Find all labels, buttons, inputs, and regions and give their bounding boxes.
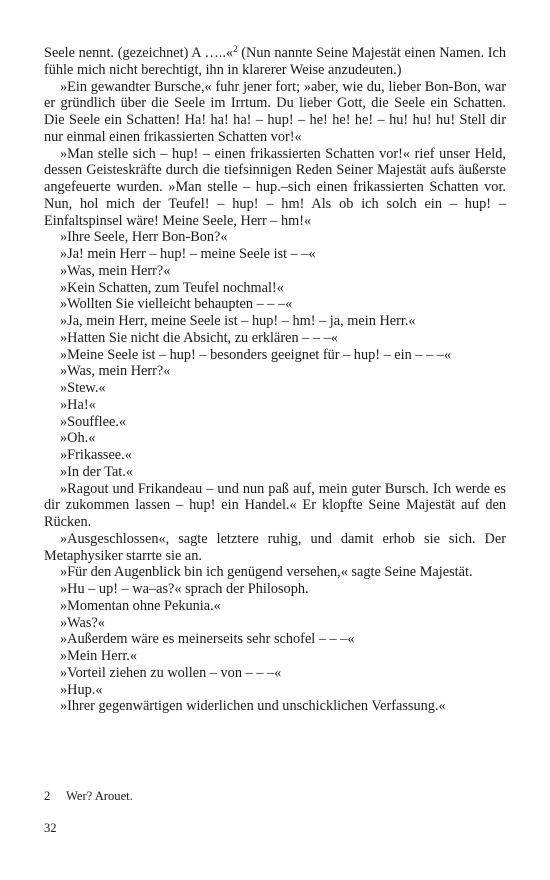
- paragraph: »Wollten Sie vielleicht behaupten – – –«: [60, 296, 293, 313]
- paragraph: »Ein gewandter Bursche,« fuhr jener fort; »aber, wie du, lieber Bon-Bon, war er gründlich über die Seele im Irrtum. Du lieber Gott, die Seele ein Schatten. Die Seele ein Schatten! Ha! ha! ha! – hup! – he! he! he! – hu! hu! hu! Stell dir nur einmal einen frikassierten Schatten vor!«: [44, 78, 506, 145]
- page-body: [44, 45, 506, 715]
- paragraph: »Was?«: [60, 614, 105, 631]
- paragraph: »Ja! mein Herr – hup! – meine Seele ist – –«: [60, 246, 316, 262]
- footnote: [44, 789, 133, 804]
- paragraph: »Hup.«: [60, 681, 103, 698]
- paragraph: »Hatten Sie nicht die Absicht, zu erklären – – –«: [60, 329, 338, 346]
- paragraph: »In der Tat.«: [60, 463, 133, 480]
- paragraph: »Ragout und Frikandeau – und nun paß auf, mein guter Bursch. Ich werde es dir zukommen lassen – hup! ein Handel.« Er klopfte Seine Majestät auf den Rücken.: [44, 480, 506, 530]
- opening-text: Seele nennt. (gezeichnet) A …..«: [44, 45, 234, 61]
- paragraph: »Soufflee.«: [60, 413, 127, 430]
- paragraph: »Ha!«: [60, 396, 96, 413]
- paragraph: »Was, mein Herr?«: [60, 262, 171, 279]
- paragraph: »Hu – up! – wa–as?« sprach der Philosoph.: [60, 581, 309, 597]
- paragraph: »Außerdem wäre es meinerseits sehr schofel – – –«: [60, 631, 355, 648]
- footnote-text: Wer? Arouet.: [66, 789, 133, 803]
- opening-paragraph: [44, 45, 506, 79]
- paragraph: »Kein Schatten, zum Teufel nochmal!«: [60, 279, 284, 296]
- paragraph: »Man stelle sich – hup! – einen frikassierten Schatten vor!« rief unser Held, dessen Geisteskräfte durch die tiefsinnigen Reden Seiner Majestät aufs äußerste angefeuerte wurden. »Man stelle – hup.–sich einen frikassierten Schatten vor. Nun, hol mich der Teufel! – hup! – hm! Als ob ich solch ein – hup! – Einfaltspinsel wäre! Meine Seele, Herr – hm!«: [44, 145, 506, 229]
- footnote-number: 2: [44, 789, 51, 803]
- paragraph: »Vorteil ziehen zu wollen – von – – –«: [60, 664, 282, 681]
- paragraph: »Für den Augenblick bin ich genügend versehen,« sagte Seine Majestät.: [60, 564, 473, 581]
- paragraph: »Momentan ohne Pekunia.«: [60, 597, 221, 614]
- opening-continuation: (Nun nannte Seine Majestät einen Namen. Ich fühle mich nicht berechtigt, ihn in klarerer Weise anzudeuten.): [44, 45, 507, 78]
- paragraph: »Ausgeschlossen«, sagte letztere ruhig, und damit erhob sie sich. Der Metaphysiker starrte sie an.: [44, 530, 506, 564]
- footnote-reference[interactable]: 2: [233, 44, 238, 54]
- page-number: 32: [44, 821, 57, 835]
- paragraph: »Ihrer gegenwärtigen widerlichen und unschicklichen Verfassung.«: [60, 698, 446, 715]
- paragraph: »Meine Seele ist – hup! – besonders geeignet für – hup! – ein – – –«: [60, 346, 452, 363]
- paragraph: »Oh.«: [60, 430, 96, 447]
- paragraph: »Frikassee.«: [60, 447, 132, 463]
- paragraph: »Ja, mein Herr, meine Seele ist – hup! – hm! – ja, mein Herr.«: [60, 313, 416, 329]
- paragraph: »Ihre Seele, Herr Bon-Bon?«: [60, 229, 228, 246]
- paragraph: »Mein Herr.«: [60, 648, 138, 664]
- paragraph: »Was, mein Herr?«: [60, 363, 171, 380]
- paragraph-list: [44, 79, 506, 716]
- paragraph: »Stew.«: [60, 380, 106, 396]
